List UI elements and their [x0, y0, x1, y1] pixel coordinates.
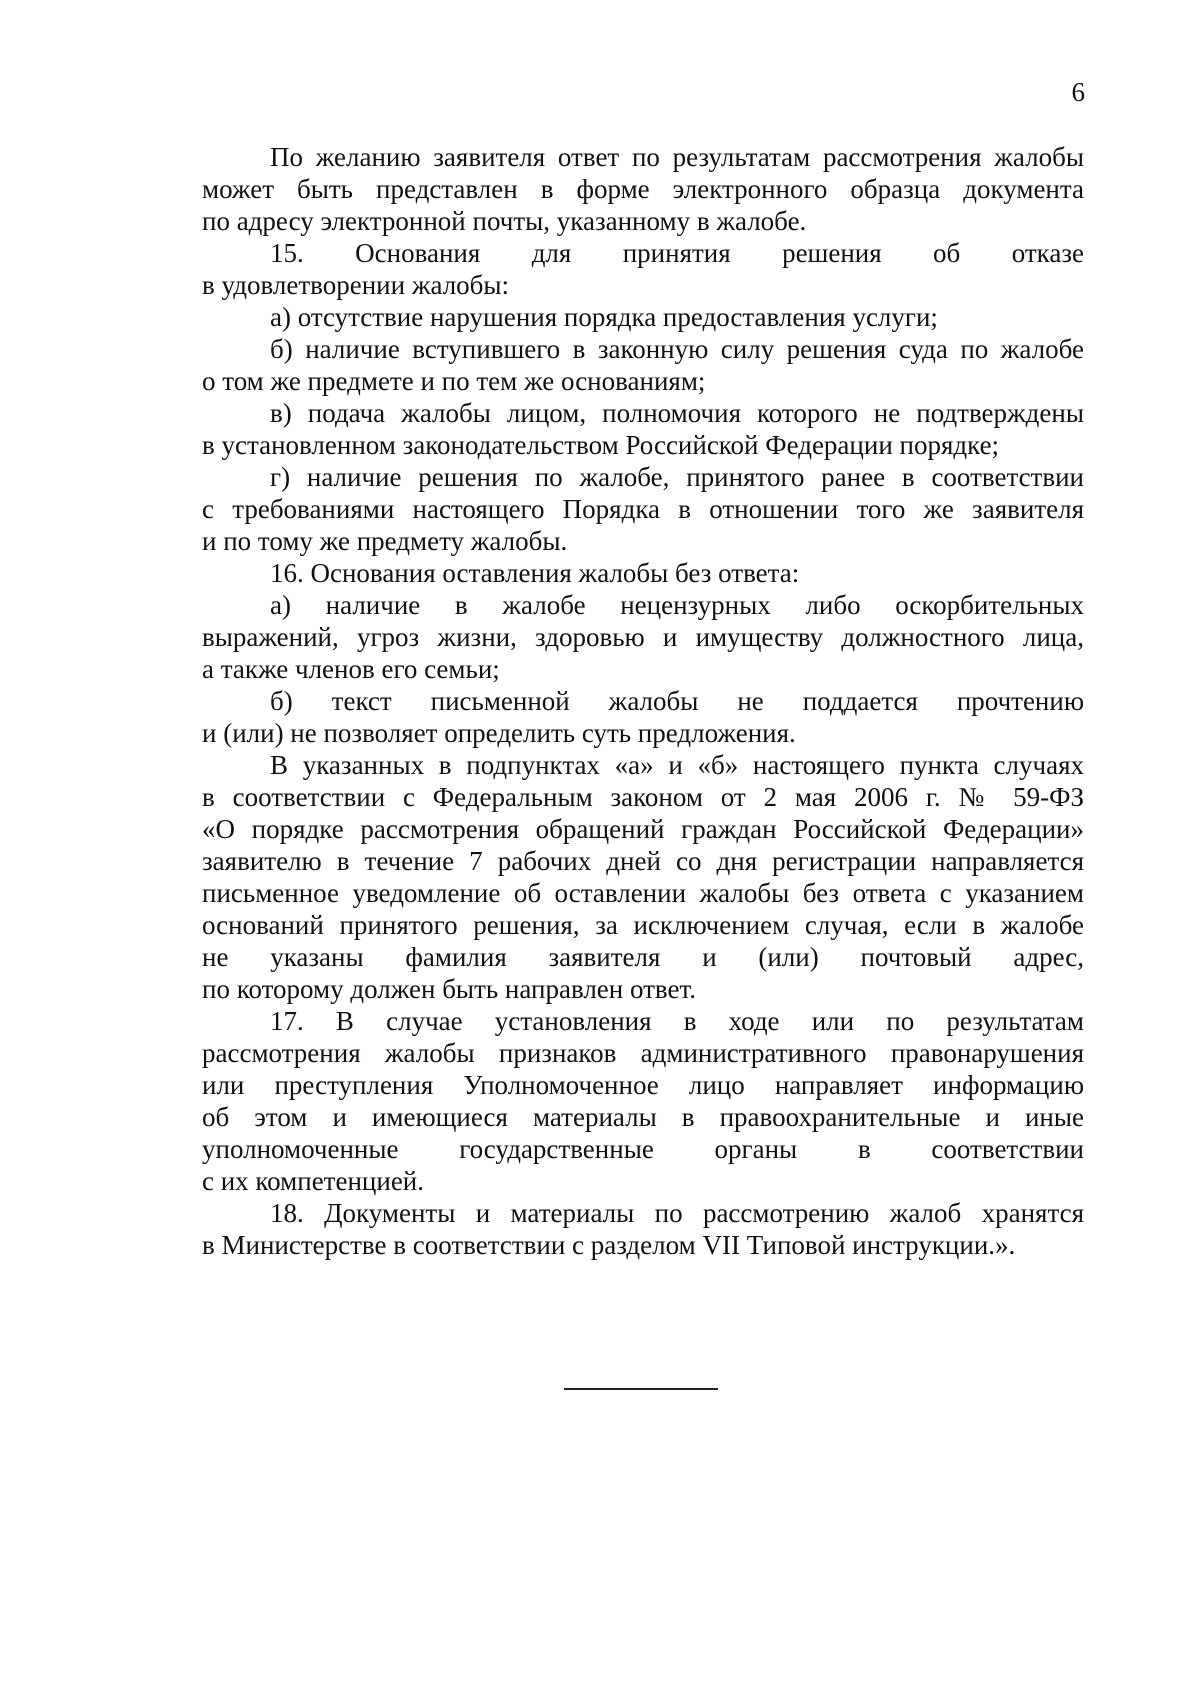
body-line: с требованиями настоящего Порядка в отношении того же заявителя — [202, 494, 1084, 524]
body-line: о том же предмете и по тем же основаниям; — [202, 366, 706, 396]
body-line: заявителю в течение 7 рабочих дней со дня регистрации направляется — [202, 846, 1084, 876]
body-line: В указанных в подпунктах «а» и «б» настоящего пункта случаях — [270, 750, 1084, 780]
body-line: по адресу электронной почты, указанному в жалобе. — [202, 206, 807, 236]
body-line: и (или) не позволяет определить суть предложения. — [202, 718, 796, 748]
body-line: По желанию заявителя ответ по результатам рассмотрения жалобы — [270, 142, 1084, 172]
body-line: 17. В случае установления в ходе или по результатам — [270, 1006, 1084, 1036]
body-line: рассмотрения жалобы признаков административного правонарушения — [202, 1038, 1084, 1068]
body-line: может быть представлен в форме электронного образца документа — [202, 174, 1084, 204]
body-line: б) наличие вступившего в законную силу решения суда по жалобе — [270, 334, 1084, 364]
body-line: в соответствии с Федеральным законом от 2 мая 2006 г. № 59-ФЗ — [202, 782, 1084, 812]
body-line: в удовлетворении жалобы: — [202, 270, 510, 300]
end-separator-line — [564, 1388, 718, 1390]
body-line: 18. Документы и материалы по рассмотрению жалоб хранятся — [270, 1198, 1084, 1228]
body-line: в) подача жалобы лицом, полномочия которого не подтверждены — [270, 398, 1084, 428]
body-line: оснований принятого решения, за исключением случая, если в жалобе — [202, 910, 1084, 940]
body-line: или преступления Уполномоченное лицо направляет информацию — [202, 1070, 1084, 1100]
body-line: выражений, угроз жизни, здоровью и имуществу должностного лица, — [202, 622, 1084, 652]
body-line: а) наличие в жалобе нецензурных либо оскорбительных — [270, 590, 1084, 620]
body-line: г) наличие решения по жалобе, принятого ранее в соответствии — [270, 462, 1084, 492]
body-line: а) отсутствие нарушения порядка предоставления услуги; — [270, 302, 938, 332]
body-line: об этом и имеющиеся материалы в правоохранительные и иные — [202, 1102, 1084, 1132]
body-line: «О порядке рассмотрения обращений граждан Российской Федерации» — [202, 814, 1084, 844]
body-line: не указаны фамилия заявителя и (или) почтовый адрес, — [202, 942, 1084, 972]
body-line: в установленном законодательством Российской Федерации порядке; — [202, 430, 1000, 460]
body-line: б) текст письменной жалобы не поддается прочтению — [270, 686, 1084, 716]
body-line: с их компетенцией. — [202, 1166, 424, 1196]
body-line: письменное уведомление об оставлении жалобы без ответа с указанием — [202, 878, 1084, 908]
body-line: 15. Основания для принятия решения об отказе — [270, 238, 1084, 268]
body-line: в Министерстве в соответствии с разделом VII Типовой инструкции.». — [202, 1230, 1016, 1260]
body-line: по которому должен быть направлен ответ. — [202, 974, 697, 1004]
body-line: 16. Основания оставления жалобы без ответа: — [270, 558, 800, 588]
body-line: уполномоченные государственные органы в соответствии — [202, 1134, 1084, 1164]
page-number: 6 — [1071, 77, 1085, 107]
body-line: а также членов его семьи; — [202, 654, 500, 684]
body-line: и по тому же предмету жалобы. — [202, 526, 568, 556]
document-body — [202, 141, 1084, 1261]
